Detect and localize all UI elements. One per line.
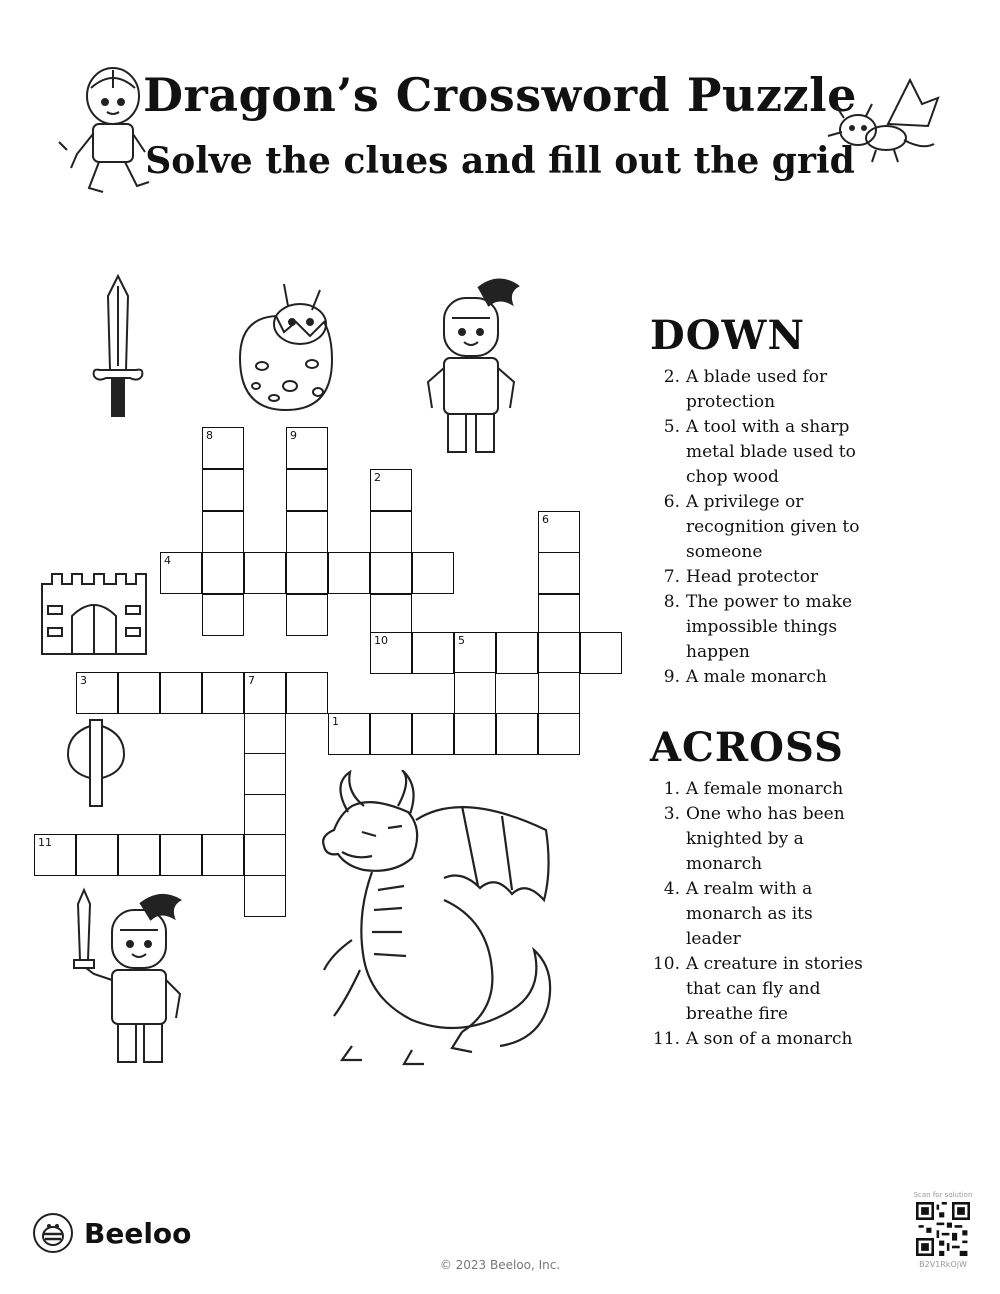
cell-number: 9 — [290, 429, 297, 442]
crossword-cell[interactable] — [370, 552, 412, 594]
crossword-cell[interactable] — [244, 794, 286, 836]
crossword-cell[interactable] — [76, 672, 118, 714]
crossword-cell[interactable] — [496, 632, 538, 674]
crossword-cell[interactable] — [160, 834, 202, 876]
page-subtitle: Solve the clues and fill out the grid — [145, 140, 855, 182]
clue-number: 2. — [663, 367, 680, 387]
cell-number: 7 — [248, 674, 255, 687]
clue-number: 7. — [663, 567, 680, 587]
crossword-cell[interactable] — [286, 594, 328, 636]
down-clue — [650, 590, 865, 665]
crossword-cell[interactable] — [328, 713, 370, 755]
cell-number: 3 — [80, 674, 87, 687]
crossword-cell[interactable] — [286, 427, 328, 469]
crossword-cell[interactable] — [454, 672, 496, 714]
crossword-cell[interactable] — [454, 713, 496, 755]
crossword-cell[interactable] — [496, 713, 538, 755]
crossword-cell[interactable] — [202, 552, 244, 594]
down-heading: DOWN — [650, 312, 806, 359]
down-clue — [650, 415, 865, 490]
crossword-cell[interactable] — [370, 632, 412, 674]
crossword-cell[interactable] — [538, 713, 580, 755]
clue-number: 11. — [652, 1029, 680, 1049]
clue-number: 1. — [663, 779, 680, 799]
clue-text: Head protector — [686, 567, 819, 587]
down-clue — [650, 665, 865, 690]
crossword-cell[interactable] — [370, 594, 412, 636]
qr-code-text: B2V1RkOjW — [919, 1260, 967, 1269]
clue-number: 9. — [663, 667, 680, 687]
across-heading: ACROSS — [650, 724, 844, 771]
cell-number: 8 — [206, 429, 213, 442]
cell-number: 1 — [332, 715, 339, 728]
across-clue-list — [650, 777, 865, 1052]
crossword-cell[interactable] — [118, 672, 160, 714]
crossword-cell[interactable] — [34, 834, 76, 876]
crossword-cell[interactable] — [412, 713, 454, 755]
knight-girl-icon — [55, 58, 165, 198]
cell-number: 10 — [374, 634, 388, 647]
crossword-cell[interactable] — [202, 672, 244, 714]
clue-text: A tool with a sharp metal blade used to chop wood — [686, 417, 856, 487]
crossword-cell[interactable] — [328, 552, 370, 594]
clue-text: A blade used for protection — [686, 367, 828, 412]
copyright: © 2023 Beeloo, Inc. — [439, 1258, 561, 1272]
crossword-cell[interactable] — [454, 632, 496, 674]
clue-text: A male monarch — [686, 667, 827, 687]
across-clue — [650, 877, 865, 952]
brand-name: Beeloo — [84, 1216, 192, 1250]
knight-icon — [418, 272, 528, 462]
crossword-cell[interactable] — [286, 552, 328, 594]
cell-number: 2 — [374, 471, 381, 484]
down-clue — [650, 365, 865, 415]
crossword-cell[interactable] — [538, 632, 580, 674]
crossword-cell[interactable] — [244, 834, 286, 876]
clue-number: 4. — [663, 879, 680, 899]
crossword-cell[interactable] — [202, 469, 244, 511]
clue-number: 10. — [652, 954, 680, 974]
dragon-egg-icon — [232, 276, 342, 416]
crossword-cell[interactable] — [244, 672, 286, 714]
cell-number: 4 — [164, 554, 171, 567]
across-clue — [650, 802, 865, 877]
down-clues — [650, 312, 865, 690]
cell-number: 5 — [458, 634, 465, 647]
clue-text: One who has been knighted by a monarch — [686, 804, 845, 874]
crossword-cell[interactable] — [538, 672, 580, 714]
sword-icon — [88, 272, 148, 422]
qr-code-icon[interactable] — [916, 1202, 970, 1256]
clue-number: 5. — [663, 417, 680, 437]
crossword-cell[interactable] — [202, 594, 244, 636]
sword-knight-icon — [68, 886, 192, 1072]
across-clue — [650, 1027, 865, 1052]
down-clue-list — [650, 365, 865, 690]
crossword-cell[interactable] — [538, 594, 580, 636]
brand-logo[interactable] — [32, 1212, 191, 1254]
across-clues — [650, 724, 865, 1052]
crossword-cell[interactable] — [118, 834, 160, 876]
clue-text: A realm with a monarch as its leader — [686, 879, 813, 949]
across-clue — [650, 952, 865, 1027]
clue-text: A female monarch — [686, 779, 844, 799]
page-title: Dragon’s Crossword Puzzle — [143, 68, 857, 122]
down-clue — [650, 490, 865, 565]
clue-number: 6. — [663, 492, 680, 512]
clue-text: The power to make impossible things happen — [686, 592, 853, 662]
crossword-cell[interactable] — [160, 672, 202, 714]
clue-text: A son of a monarch — [686, 1029, 853, 1049]
across-clue — [650, 777, 865, 802]
crossword-cell[interactable] — [244, 875, 286, 917]
crossword-cell[interactable] — [202, 511, 244, 553]
crossword-cell[interactable] — [370, 511, 412, 553]
crossword-cell[interactable] — [244, 713, 286, 755]
castle-icon — [38, 570, 150, 658]
crossword-cell[interactable] — [160, 552, 202, 594]
bee-logo-icon — [32, 1212, 74, 1254]
crossword-cell[interactable] — [370, 713, 412, 755]
crossword-cell[interactable] — [580, 632, 622, 674]
crossword-cell[interactable] — [244, 552, 286, 594]
down-clue — [650, 565, 865, 590]
axe-icon — [62, 716, 130, 808]
crossword-cell[interactable] — [286, 469, 328, 511]
crossword-cell[interactable] — [76, 834, 118, 876]
crossword-cell[interactable] — [412, 552, 454, 594]
qr-caption: Scan for solution — [913, 1191, 973, 1199]
crossword-cell[interactable] — [412, 632, 454, 674]
clue-text: A privilege or recognition given to someone — [686, 492, 860, 562]
big-dragon-icon — [312, 770, 564, 1066]
crossword-cell[interactable] — [286, 511, 328, 553]
cell-number: 11 — [38, 836, 52, 849]
crossword-cell[interactable] — [538, 552, 580, 594]
clue-number: 3. — [663, 804, 680, 824]
crossword-cell[interactable] — [370, 469, 412, 511]
cell-number: 6 — [542, 513, 549, 526]
crossword-cell[interactable] — [202, 427, 244, 469]
crossword-cell[interactable] — [244, 753, 286, 795]
clue-number: 8. — [663, 592, 680, 612]
clue-text: A creature in stories that can fly and breathe fire — [686, 954, 863, 1024]
crossword-cell[interactable] — [202, 834, 244, 876]
crossword-cell[interactable] — [286, 672, 328, 714]
winged-dragon-icon — [818, 74, 943, 169]
crossword-cell[interactable] — [538, 511, 580, 553]
